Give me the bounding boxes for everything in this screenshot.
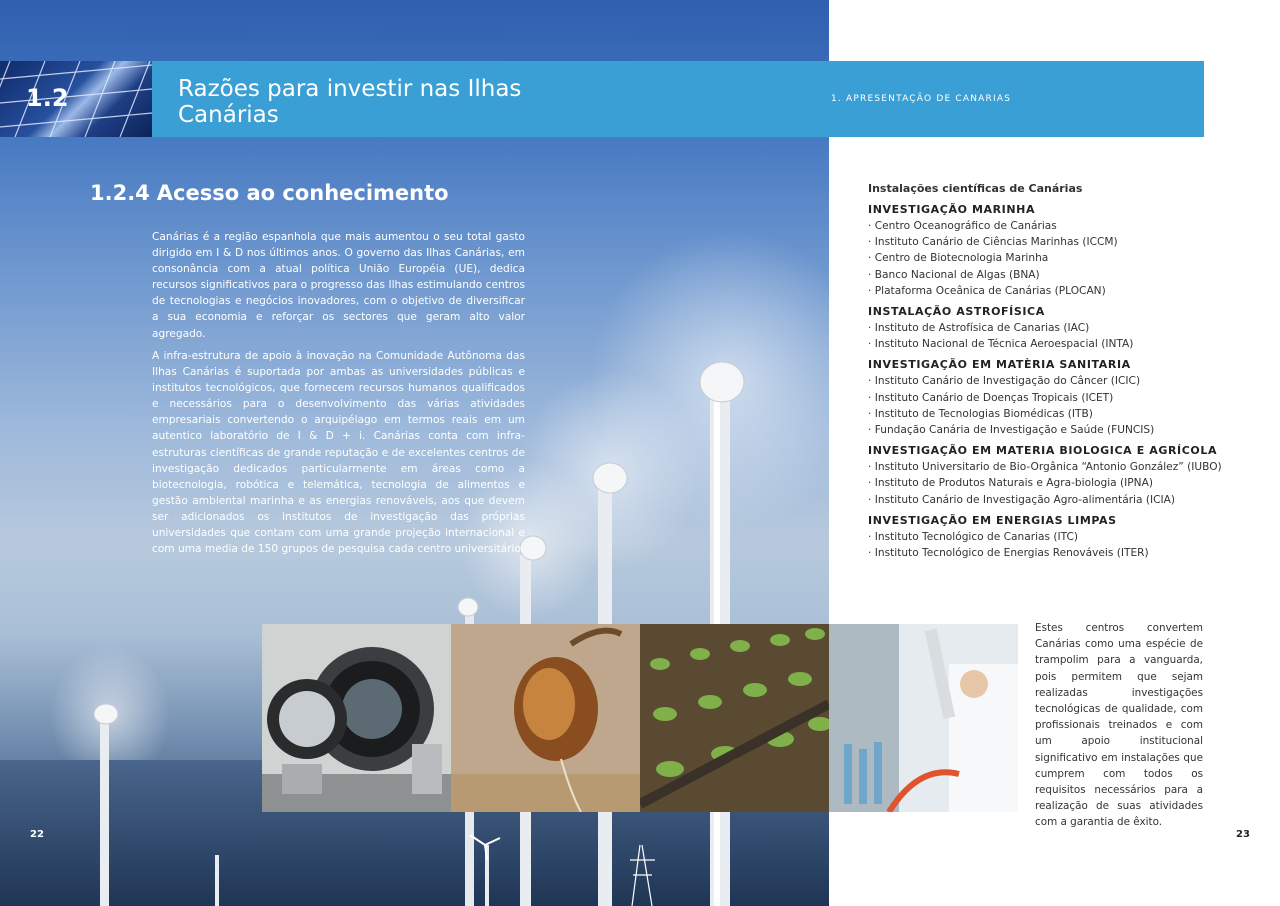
list-item: · Instituto Canário de Investigação Agro-alimentária (ICIA) xyxy=(868,493,1176,506)
page-number-left: 22 xyxy=(30,829,44,840)
category-title: INVESTIGAÇÃO MARINHA xyxy=(868,203,1036,216)
lab-pipette-image xyxy=(829,624,1018,812)
category-biology-agriculture xyxy=(868,443,1222,508)
photo-seed-sprout xyxy=(451,624,640,812)
chapter-label: 1. APRESENTAÇÃO DE CANARIAS xyxy=(831,94,1012,104)
list-item: · Instituto Nacional de Técnica Aeroespacial (INTA) xyxy=(868,338,1134,351)
body-paragraph-1: Canárias é a região espanhola que mais aumentou o seu total gasto dirigido em I & D nos últimos anos. O governo das Ilhas Canárias, em consonância com a atual política União Européia (UE), dedica recursos significativos para o progresso das Ilhas estimulando centros de tecnologias e negócios inovadores, com o objetivo de diversificar a sua economia e reforçar os sectores que geram alto valor agregado. xyxy=(152,231,525,340)
category-marine xyxy=(868,202,1218,299)
body-paragraph-2: A infra-estrutura de apoio à inovação na Comunidade Autônoma das Ilhas Canárias é suportada por ambas as universidades públicas e institutos tecnológicos, que fornecem recursos humanos qualificados e necessários para o desenvolvimento das várias atividades empresariais convertendo o arquipélago em termos reais em um autentico laboratório de I & D + i. Canárias conta com infra-estruturas científicas de grande reputação e de excelentes centros de investigação dedicados particularmente em áreas como a biotecnologia, robótica e telemática, tecnologia de alimentos e gestão ambiental marinha e as energias renováveis, aos que devem ser adicionados os institutos de investigação das próprias universidades que contam com uma grande projeção internacional e com uma media de 150 grupos de pesquisa cada centro universitário. xyxy=(152,350,525,556)
subsection-title: Acesso ao conhecimento xyxy=(156,181,449,205)
photo-laboratory xyxy=(829,624,1018,812)
subsection-heading xyxy=(90,181,449,205)
solar-panel-grid xyxy=(0,61,152,137)
list-item: · Centro de Biotecnologia Marinha xyxy=(868,252,1049,265)
solar-panel-thumbnail xyxy=(0,61,152,137)
page-title: Razões para investir nas Ilhas Canárias xyxy=(178,76,522,128)
list-item: · Fundação Canária de Investigação e Saúde (FUNCIS) xyxy=(868,424,1155,437)
subsection-number: 1.2.4 xyxy=(90,181,150,205)
crop-field-image xyxy=(640,624,829,812)
list-item: · Plataforma Oceânica de Canárias (PLOCAN) xyxy=(868,284,1106,297)
optics-equipment-image xyxy=(262,624,451,812)
page-number-right: 23 xyxy=(1236,829,1250,840)
photo-optics-lab xyxy=(262,624,451,812)
category-clean-energy xyxy=(868,513,1218,561)
category-title: INVESTIGAÇÃO EM ENERGIAS LIMPAS xyxy=(868,513,1117,527)
category-title: INVESTIGAÇÃO EM MATÈRIA SANITARIA xyxy=(868,358,1131,372)
list-item: · Centro Oceanográfico de Canárias xyxy=(868,220,1057,232)
photo-crop-field xyxy=(640,624,829,812)
category-title: INSTALAÇÃO ASTROFÍSICA xyxy=(868,305,1045,319)
category-title: INVESTIGAÇÃO EM MATERIA BIOLOGICA E AGRÍCOLA xyxy=(868,444,1218,458)
category-health xyxy=(868,357,1218,438)
list-item: · Instituto Canário de Ciências Marinhas (ICCM) xyxy=(868,236,1118,249)
list-item: · Instituto de Produtos Naturais e Agra-biologia (IPNA) xyxy=(868,477,1153,490)
list-item: · Banco Nacional de Algas (BNA) xyxy=(868,268,1040,281)
category-astrophysics xyxy=(868,304,1218,352)
list-item: · Instituto de Astrofísica de Canarias (IAC) xyxy=(868,322,1090,335)
list-item: · Instituto Tecnológico de Energias Renováveis (ITER) xyxy=(868,547,1149,560)
installations-list xyxy=(868,182,1222,561)
list-item: · Instituto Canário de Investigação do Câncer (ICIC) xyxy=(868,375,1141,388)
list-item: · Instituto Tecnológico de Canarias (ITC) xyxy=(868,530,1079,543)
seed-sprout-image xyxy=(451,624,640,812)
list-item: · Instituto Universitario de Bio-Orgânica “Antonio González” (IUBO) xyxy=(868,461,1222,474)
section-number: 1.2 xyxy=(26,84,69,112)
closing-paragraph: Estes centros convertem Canárias como uma espécie de trampolim para a vanguarda, pois permitem que sejam realizadas investigações tecnológicas de qualidade, com profissionais treinados e com um apoio institucional significativo em instalações que cumprem com todos os requisitos necessários para a realização de suas atividades com a garantia de êxito. xyxy=(1035,622,1203,829)
list-item: · Instituto de Tecnologias Biomédicas (ITB) xyxy=(868,407,1093,420)
list-item: · Instituto Canário de Doenças Tropicais (ICET) xyxy=(868,391,1114,404)
installations-heading: Instalações científicas de Canárias xyxy=(868,182,1083,195)
